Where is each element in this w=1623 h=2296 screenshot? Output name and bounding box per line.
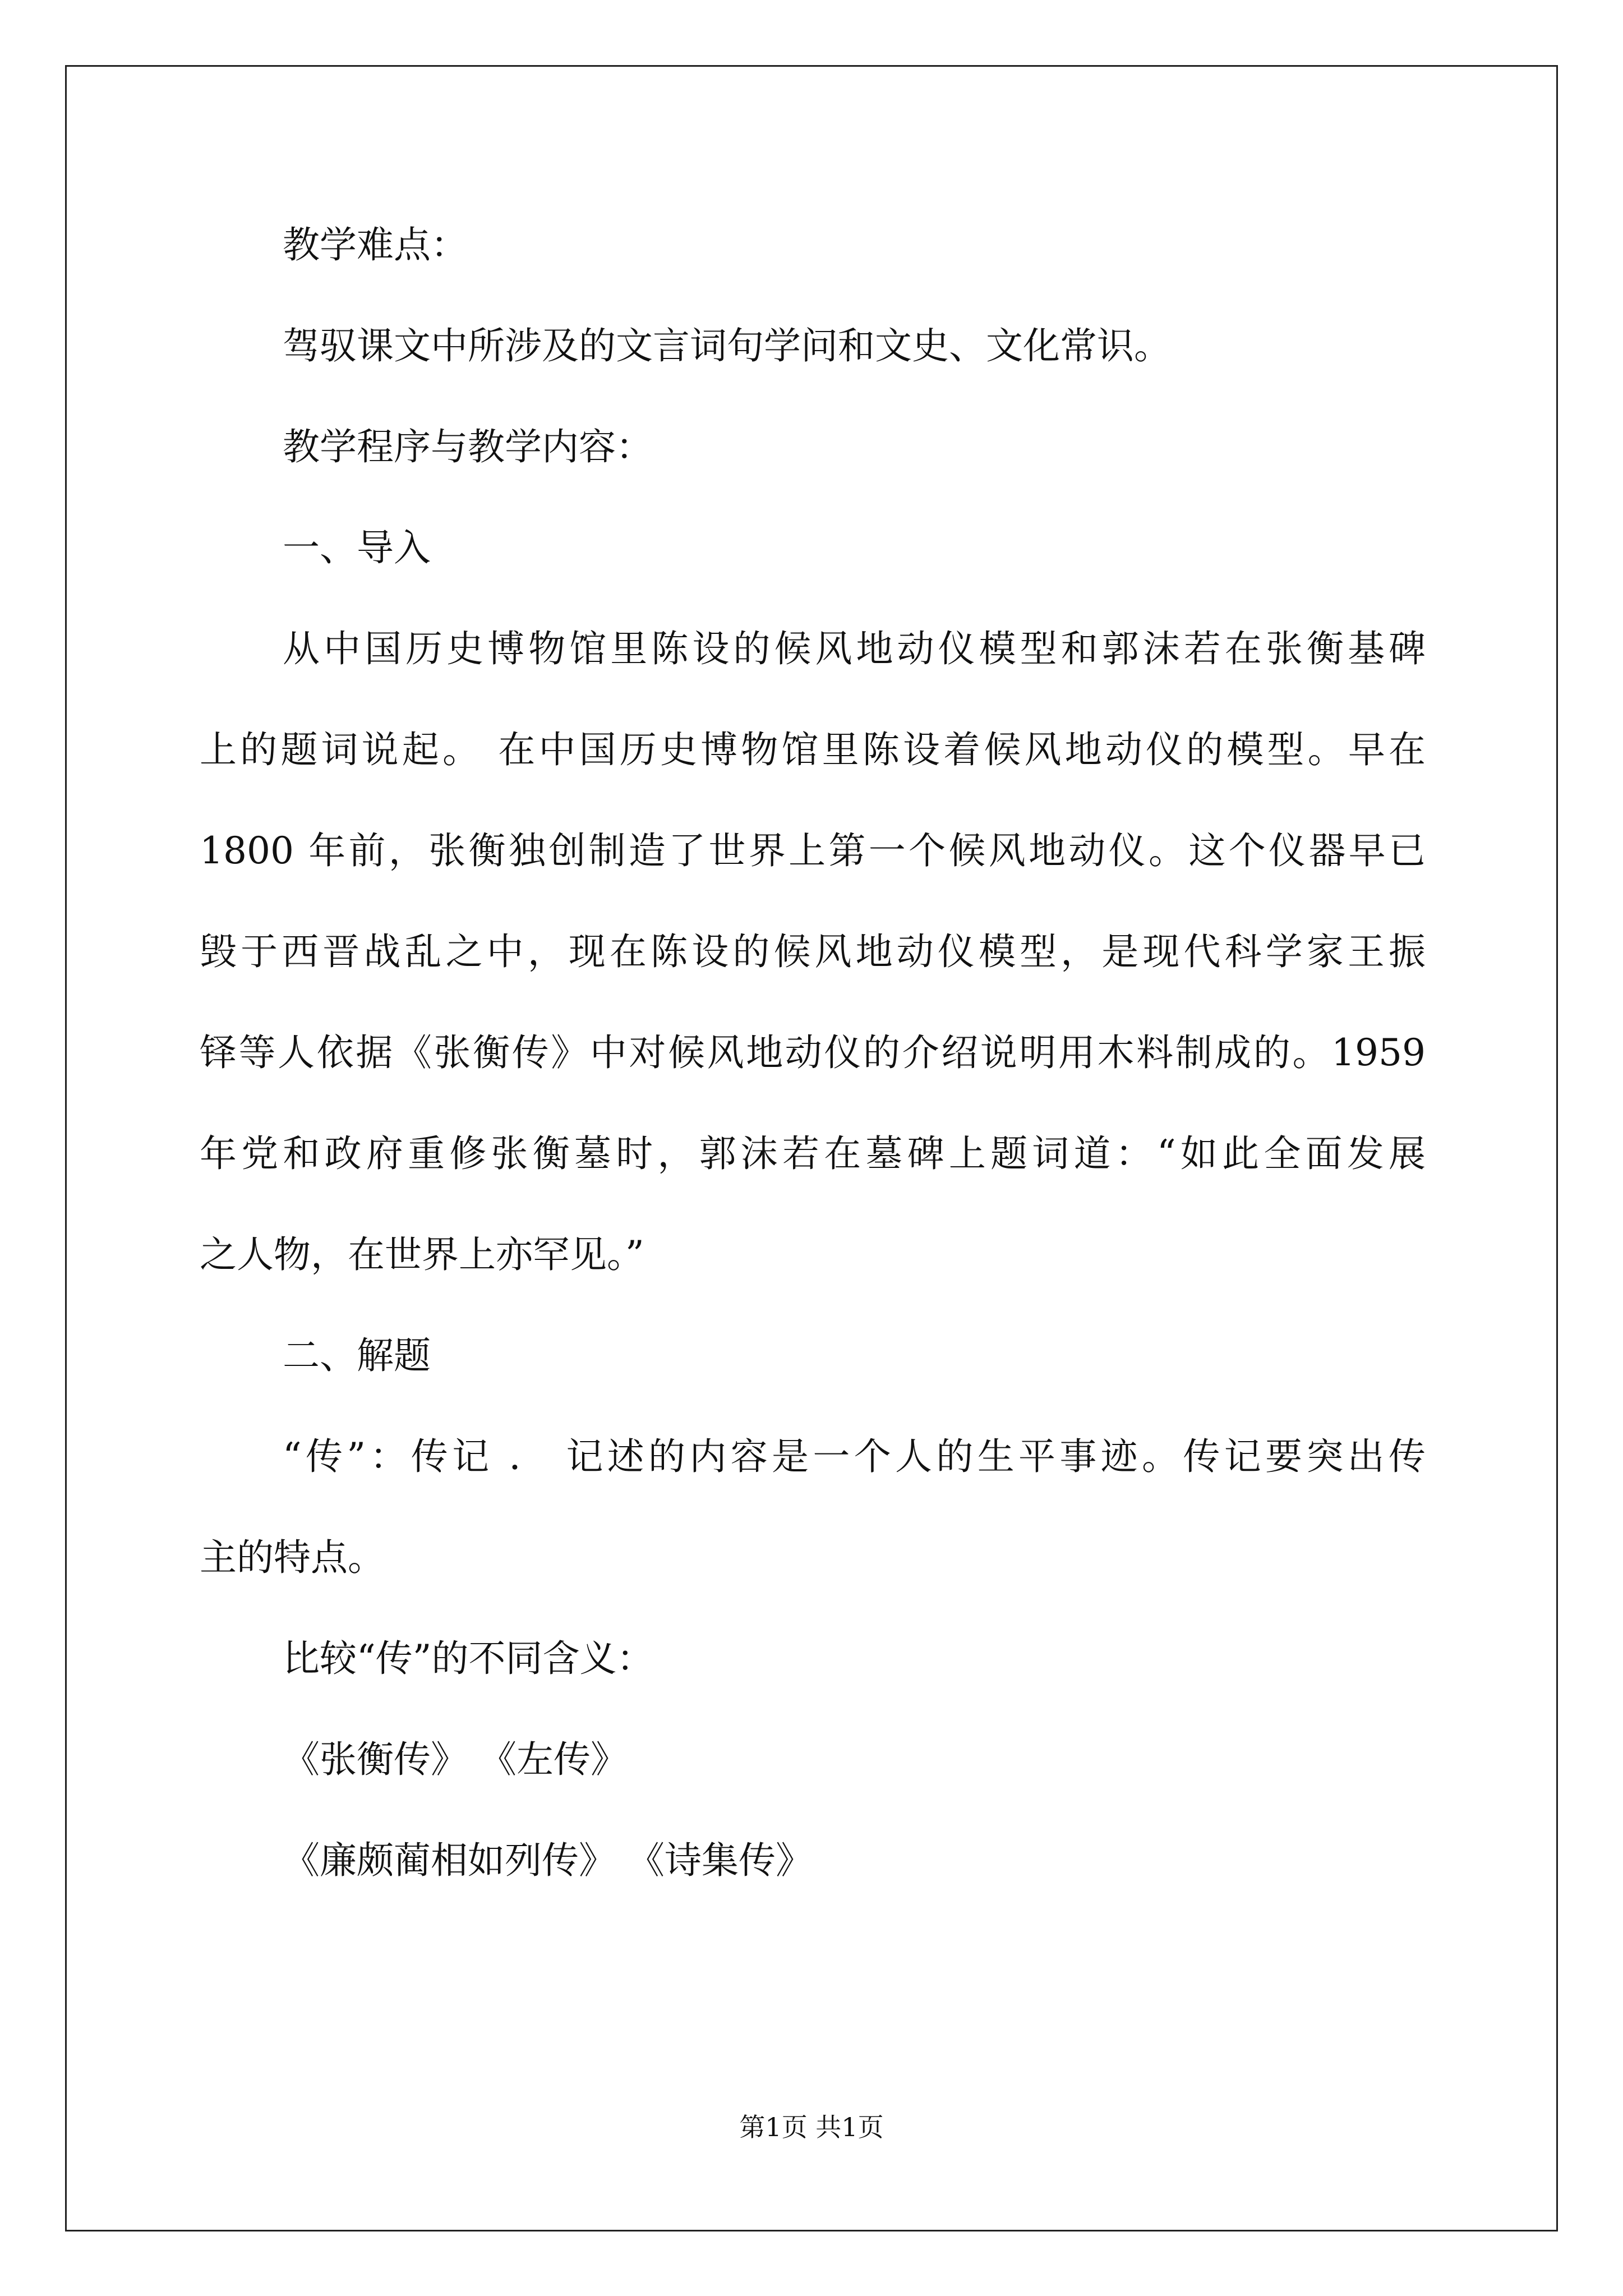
paragraph-biography-line-1: “传”：传记 ． 记述的内容是一个人的生平事迹。传记要突出传 — [283, 1435, 1426, 1478]
heading-teaching-procedure: 教学程序与教学内容： — [283, 425, 653, 468]
heading-section-explanation: 二、解题 — [283, 1334, 431, 1377]
paragraph-difficulty-content: 驾驭课文中所涉及的文言词句学问和文史、文化常识。 — [283, 324, 1171, 367]
page-number-footer: 第1页 共1页 — [739, 2112, 884, 2142]
paragraph-introduction-line-7: 之人物，在世界上亦罕见。” — [200, 1233, 644, 1276]
paragraph-introduction-line-2: 上的题词说起。 在中国历史博物馆里陈设着候风地动仪的模型。早在 — [200, 728, 1426, 771]
paragraph-introduction-line-3: 1800 年前，张衡独创制造了世界上第一个候风地动仪。这个仪器早已 — [200, 829, 1426, 872]
paragraph-book-titles-2: 《廉颇蔺相如列传》 《诗集传》 — [283, 1839, 813, 1882]
paragraph-biography-line-2: 主的特点。 — [200, 1536, 385, 1579]
paragraph-introduction-line-4: 毁于西晋战乱之中，现在陈设的候风地动仪模型，是现代科学家王振 — [200, 930, 1426, 973]
paragraph-compare-meanings: 比较“传”的不同含义： — [283, 1637, 654, 1680]
paragraph-book-titles-1: 《张衡传》 《左传》 — [283, 1738, 628, 1781]
paragraph-introduction-line-1: 从中国历史博物馆里陈设的候风地动仪模型和郭沫若在张衡基碑 — [283, 627, 1426, 670]
paragraph-introduction-line-5: 铎等人依据《张衡传》中对候风地动仪的介绍说明用木料制成的。1959 — [200, 1031, 1426, 1074]
heading-teaching-difficulty: 教学难点： — [283, 223, 468, 266]
heading-section-introduction: 一、导入 — [283, 526, 431, 569]
paragraph-introduction-line-6: 年党和政府重修张衡墓时，郭沫若在墓碑上题词道：“如此全面发展 — [200, 1132, 1426, 1175]
